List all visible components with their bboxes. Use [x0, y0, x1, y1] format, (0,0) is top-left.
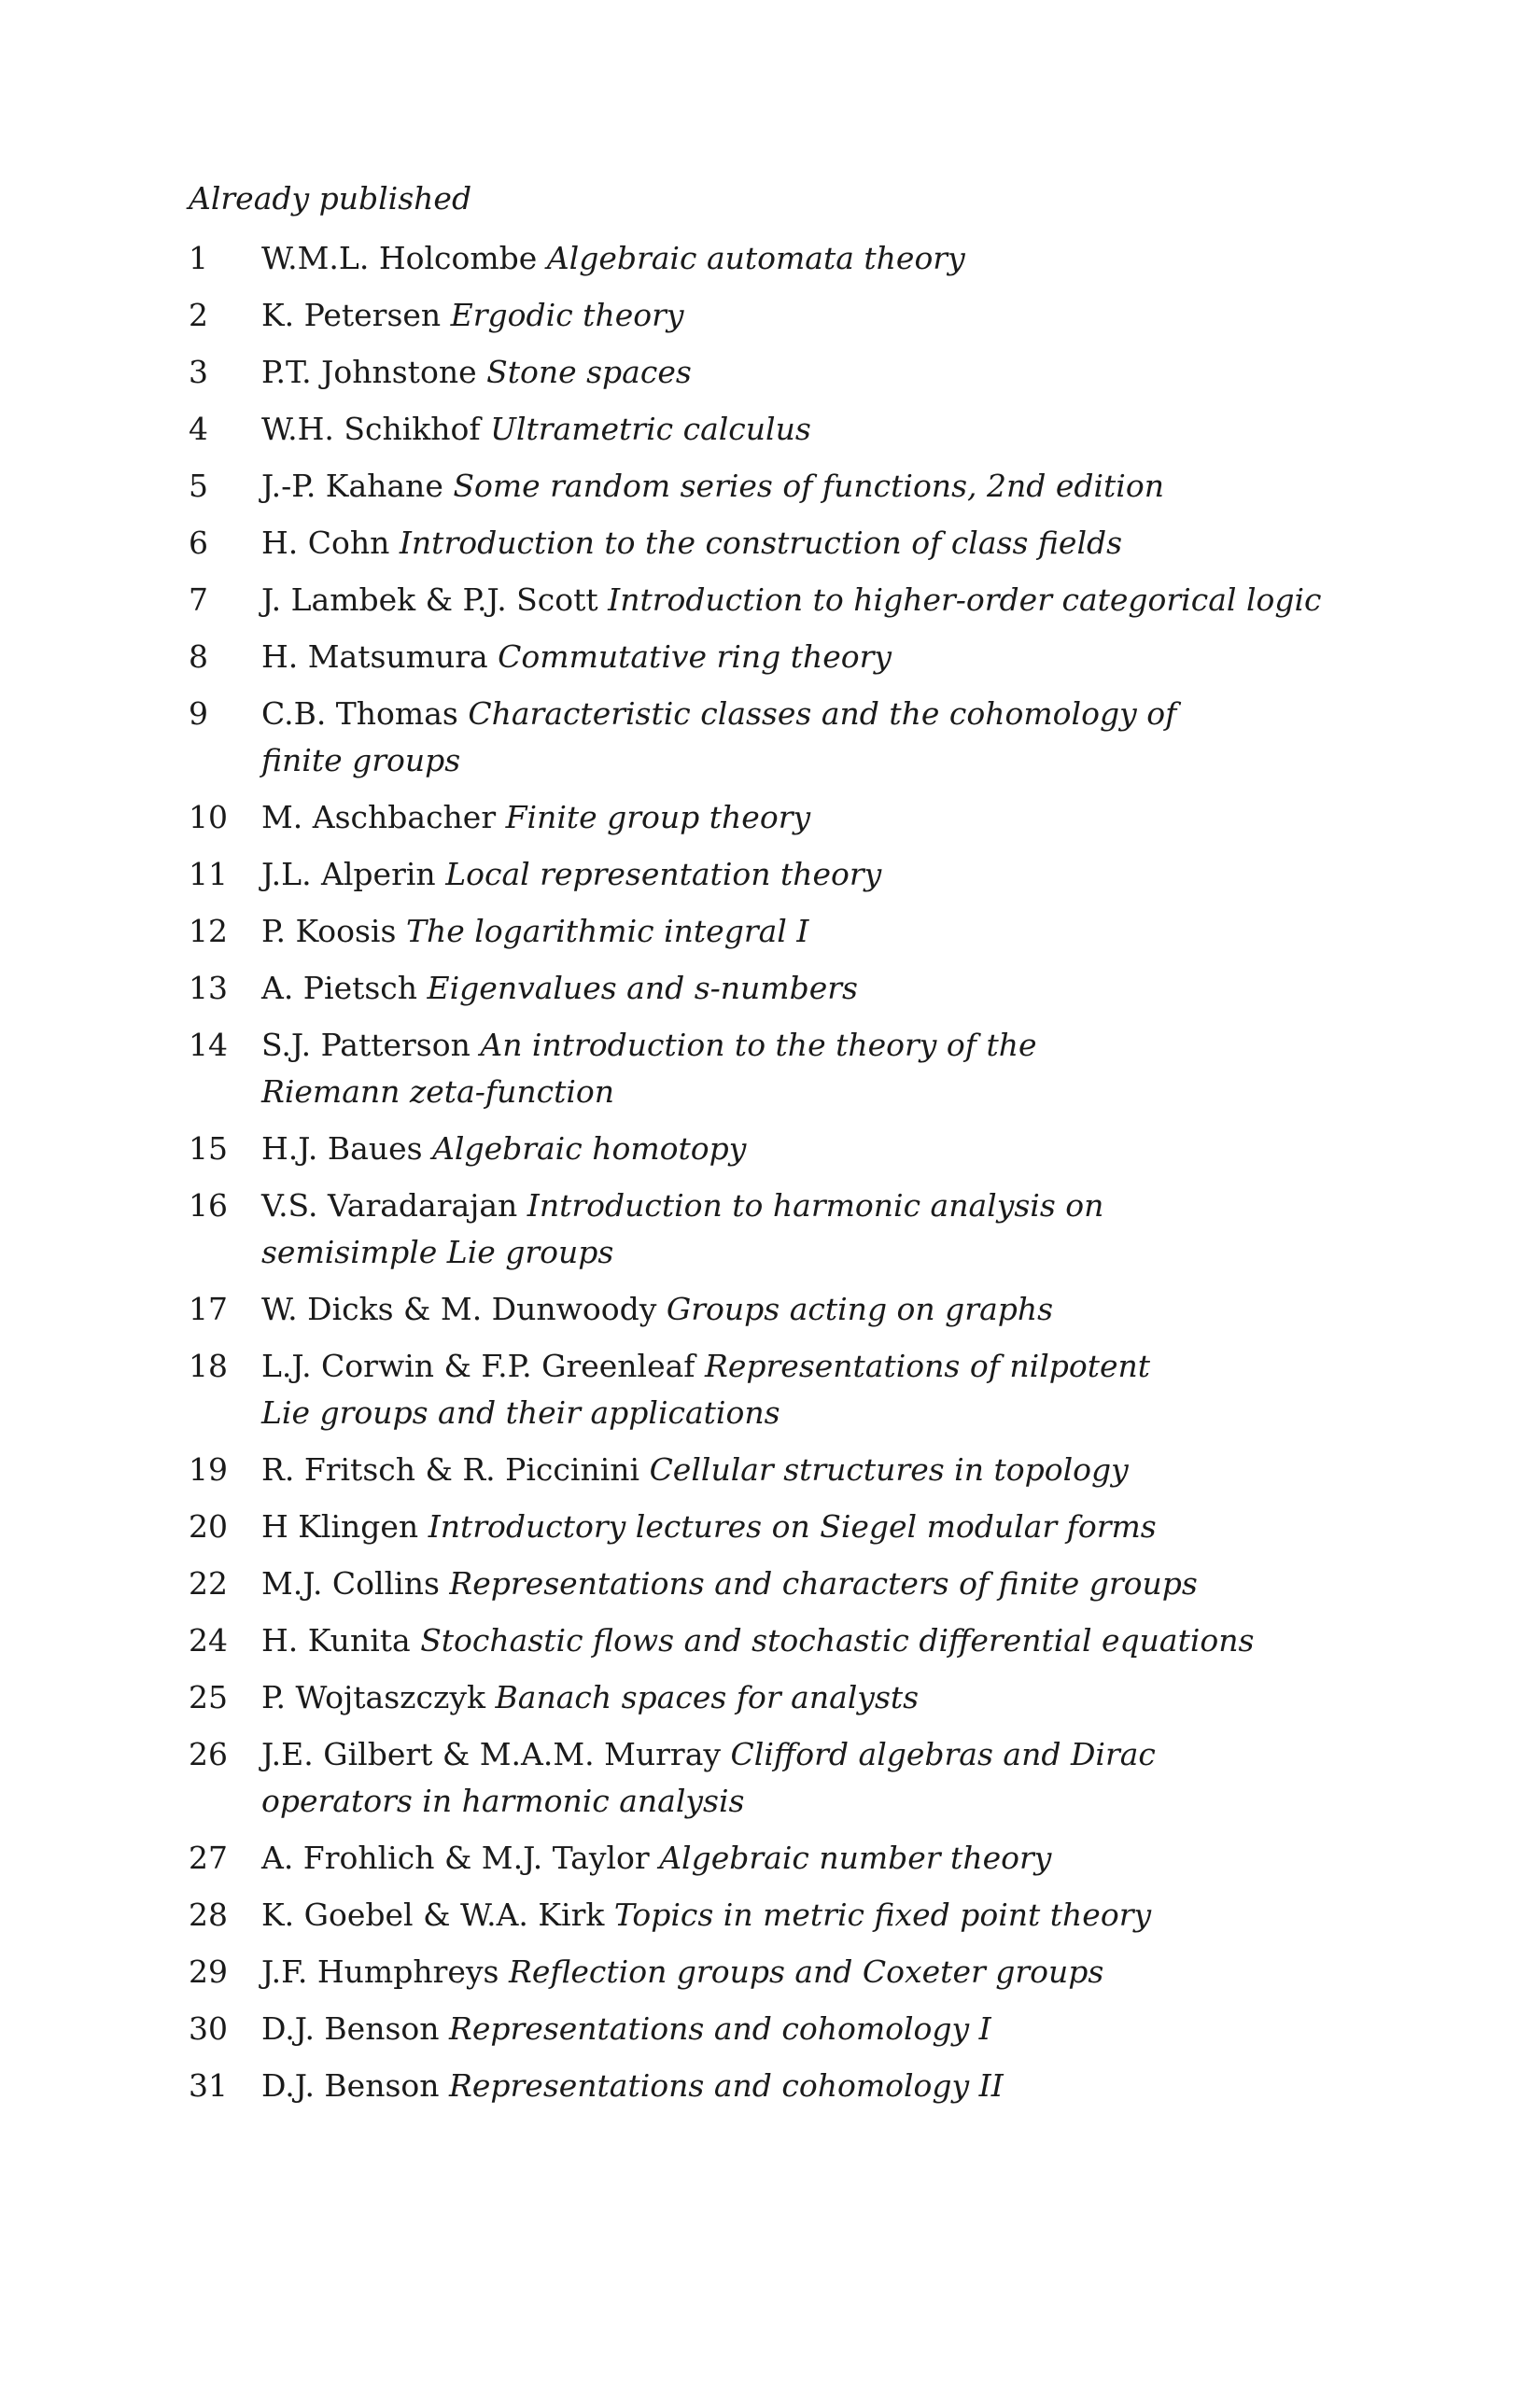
list-item: [189, 1126, 1365, 1172]
entry-title: Introduction to the construction of class fields: [399, 525, 1123, 561]
entry-author: P.T. Johnstone: [261, 354, 477, 390]
entry-number: 29: [189, 1953, 228, 1990]
entry-title: Reflection groups and Coxeter groups: [508, 1953, 1104, 1990]
list-item: [189, 520, 1365, 567]
entry-title: Stone spaces: [486, 354, 692, 390]
entry-title: Finite group theory: [505, 799, 811, 835]
list-item: [189, 1561, 1365, 1607]
list-item: [189, 463, 1365, 510]
entry-author: D.J. Benson: [261, 2067, 440, 2104]
entry-title-continuation: operators in harmonic analysis: [261, 1783, 745, 1819]
entry-number: 13: [189, 970, 228, 1006]
entry-author: A. Frohlich & M.J. Taylor: [261, 1840, 650, 1876]
page-heading: Already published: [189, 180, 472, 217]
list-item: [189, 2006, 1365, 2052]
entry-title: Local representation theory: [445, 856, 882, 892]
list-item: [189, 349, 1365, 396]
entry-author: L.J. Corwin & F.P. Greenleaf: [261, 1348, 695, 1384]
list-item: [189, 1731, 1365, 1825]
list-item: [189, 691, 1365, 784]
entry-number: 16: [189, 1187, 228, 1224]
list-item: [189, 1835, 1365, 1882]
list-item: [189, 965, 1365, 1012]
entry-number: 27: [189, 1840, 228, 1876]
entry-number: 5: [189, 468, 208, 504]
list-item: [189, 577, 1365, 623]
entry-number: 2: [189, 297, 208, 333]
entry-number: 18: [189, 1348, 228, 1384]
entry-author: H. Matsumura: [261, 638, 488, 675]
entry-author: H. Kunita: [261, 1622, 411, 1659]
entry-number: 30: [189, 2010, 228, 2047]
entry-author: K. Petersen: [261, 297, 442, 333]
entry-number: 1: [189, 240, 208, 276]
entry-author: J.-P. Kahane: [261, 468, 443, 504]
entry-number: 22: [189, 1565, 228, 1602]
entry-author: P. Wojtaszczyk: [261, 1679, 486, 1715]
list-item: [189, 1022, 1365, 1115]
list-item: [189, 2063, 1365, 2109]
entry-number: 19: [189, 1451, 228, 1488]
entry-author: S.J. Patterson: [261, 1027, 471, 1063]
entry-author: W.M.L. Holcombe: [261, 240, 538, 276]
list-item: [189, 1949, 1365, 1995]
list-item: [189, 1447, 1365, 1493]
entry-title: Groups acting on graphs: [666, 1291, 1054, 1327]
entry-title: Characteristic classes and the cohomology of: [468, 695, 1177, 732]
entry-number: 10: [189, 799, 228, 835]
entry-number: 12: [189, 913, 228, 949]
list-item: [189, 1674, 1365, 1721]
entry-number: 8: [189, 638, 208, 675]
entry-title: Representations and cohomology I: [449, 2010, 991, 2047]
entry-author: A. Pietsch: [261, 970, 418, 1006]
entry-author: V.S. Varadarajan: [261, 1187, 518, 1224]
entry-author: J. Lambek & P.J. Scott: [261, 581, 598, 618]
list-item: [189, 406, 1365, 453]
list-item: [189, 292, 1365, 339]
entry-author: J.E. Gilbert & M.A.M. Murray: [261, 1736, 722, 1772]
entry-title: Introduction to harmonic analysis on: [527, 1187, 1104, 1224]
entry-title: Cellular structures in topology: [649, 1451, 1129, 1488]
entry-title: Topics in metric fixed point theory: [613, 1897, 1152, 1933]
entry-title: Algebraic automata theory: [546, 240, 965, 276]
entry-title: Ultrametric calculus: [490, 411, 811, 447]
entry-title: Commutative ring theory: [498, 638, 892, 675]
entry-number: 7: [189, 581, 208, 618]
entry-title: Representations and cohomology II: [449, 2067, 1004, 2104]
entry-number: 17: [189, 1291, 228, 1327]
entry-number: 26: [189, 1736, 228, 1772]
list-item: [189, 1617, 1365, 1664]
book-series-page: [189, 179, 1365, 2120]
entry-author: H.J. Baues: [261, 1130, 423, 1167]
entry-title: Introductory lectures on Siegel modular forms: [428, 1508, 1157, 1545]
entry-number: 3: [189, 354, 208, 390]
entry-author: M.J. Collins: [261, 1565, 440, 1602]
entry-title: Representations and characters of finite groups: [449, 1565, 1198, 1602]
entry-author: H Klingen: [261, 1508, 419, 1545]
list-item: [189, 235, 1365, 282]
list-item: [189, 851, 1365, 898]
entry-author: M. Aschbacher: [261, 799, 497, 835]
entry-title: Introduction to higher-order categorical logic: [608, 581, 1322, 618]
entry-number: 15: [189, 1130, 228, 1167]
entry-title-continuation: semisimple Lie groups: [261, 1234, 614, 1270]
entry-author: C.B. Thomas: [261, 695, 458, 732]
entry-title: Clifford algebras and Dirac: [730, 1736, 1156, 1772]
list-item: [189, 908, 1365, 955]
entry-title-continuation: Riemann zeta-function: [261, 1073, 615, 1110]
list-item: [189, 634, 1365, 680]
entry-title: Stochastic flows and stochastic differential equations: [420, 1622, 1255, 1659]
entry-number: 4: [189, 411, 208, 447]
entry-author: K. Goebel & W.A. Kirk: [261, 1897, 605, 1933]
entry-title: Eigenvalues and s-numbers: [427, 970, 858, 1006]
entry-number: 11: [189, 856, 228, 892]
entry-title: Banach spaces for analysts: [495, 1679, 920, 1715]
list-item: [189, 1343, 1365, 1436]
entry-title-continuation: Lie groups and their applications: [261, 1394, 780, 1431]
entry-author: W.H. Schikhof: [261, 411, 481, 447]
list-item: [189, 794, 1365, 841]
entry-number: 9: [189, 695, 208, 732]
entry-title: The logarithmic integral I: [405, 913, 809, 949]
entry-number: 14: [189, 1027, 228, 1063]
entry-author: J.F. Humphreys: [261, 1953, 499, 1990]
entry-title: Algebraic number theory: [659, 1840, 1052, 1876]
entry-title: Algebraic homotopy: [432, 1130, 747, 1167]
entry-title: Ergodic theory: [450, 297, 684, 333]
list-item: [189, 1504, 1365, 1550]
entry-author: J.L. Alperin: [261, 856, 436, 892]
entry-author: R. Fritsch & R. Piccinini: [261, 1451, 640, 1488]
entry-number: 31: [189, 2067, 228, 2104]
list-item: [189, 1892, 1365, 1939]
entry-number: 25: [189, 1679, 228, 1715]
list-item: [189, 1183, 1365, 1276]
entry-author: W. Dicks & M. Dunwoody: [261, 1291, 657, 1327]
list-item: [189, 1286, 1365, 1333]
entry-author: D.J. Benson: [261, 2010, 440, 2047]
entry-author: H. Cohn: [261, 525, 390, 561]
entry-author: P. Koosis: [261, 913, 397, 949]
entry-number: 20: [189, 1508, 228, 1545]
entry-title-continuation: finite groups: [261, 742, 461, 778]
entry-number: 6: [189, 525, 208, 561]
entry-number: 28: [189, 1897, 228, 1933]
entry-title: An introduction to the theory of the: [480, 1027, 1037, 1063]
series-list: [189, 235, 1365, 2109]
entry-title: Some random series of functions, 2nd edition: [453, 468, 1164, 504]
entry-title: Representations of nilpotent: [705, 1348, 1151, 1384]
entry-number: 24: [189, 1622, 228, 1659]
